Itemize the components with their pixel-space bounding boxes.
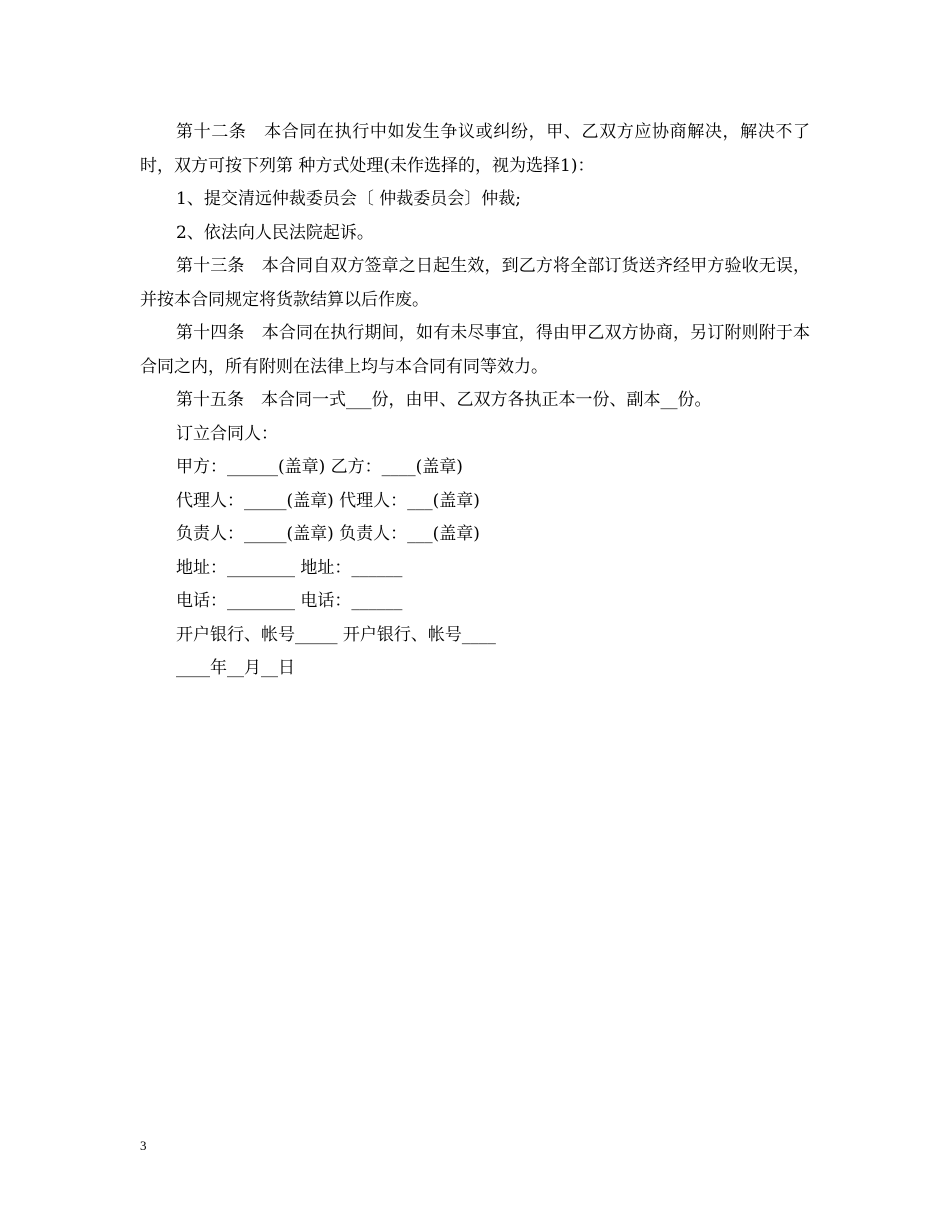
bank-account-line: 开户银行、帐号_____ 开户银行、帐号____: [176, 624, 496, 645]
address-line: 地址：________ 地址：______: [176, 557, 403, 578]
signatories-heading: 订立合同人：: [176, 423, 278, 444]
article-14-paragraph: 第十四条 本合同在执行期间，如有未尽事宜，得由甲乙双方协商，另订附则附于本合同之内，所有附则在法律上均与本合同有同等效力。: [140, 323, 810, 377]
page-number: 3: [140, 1138, 147, 1153]
article-13-paragraph: 第十三条 本合同自双方签章之日起生效，到乙方将全部订货送齐经甲方验收无误，并按本合同规定将货款结算以后作废。: [140, 256, 810, 310]
party-signature-line: 甲方：______(盖章) 乙方：____(盖章): [176, 457, 463, 477]
article-12-paragraph: 第十二条 本合同在执行中如发生争议或纠纷，甲、乙双方应协商解决，解决不了时，双方可按下列第 种方式处理(未作选择的，视为选择1)：: [140, 122, 810, 176]
agent-signature-line: 代理人：_____(盖章) 代理人：___(盖章): [176, 490, 480, 511]
option-2-line: 2、依法向人民法院起诉。: [176, 222, 374, 243]
article-15-line: 第十五条 本合同一式___份，由甲、乙双方各执正本一份、副本__份。: [176, 390, 712, 410]
option-1-line: 1、提交清远仲裁委员会〔 仲裁委员会〕仲裁;: [176, 189, 521, 209]
responsible-signature-line: 负责人：_____(盖章) 负责人：___(盖章): [176, 524, 480, 544]
phone-line: 电话：________ 电话：______: [176, 591, 403, 611]
date-line: ____年__月__日: [176, 658, 295, 678]
document-body: [140, 116, 810, 686]
